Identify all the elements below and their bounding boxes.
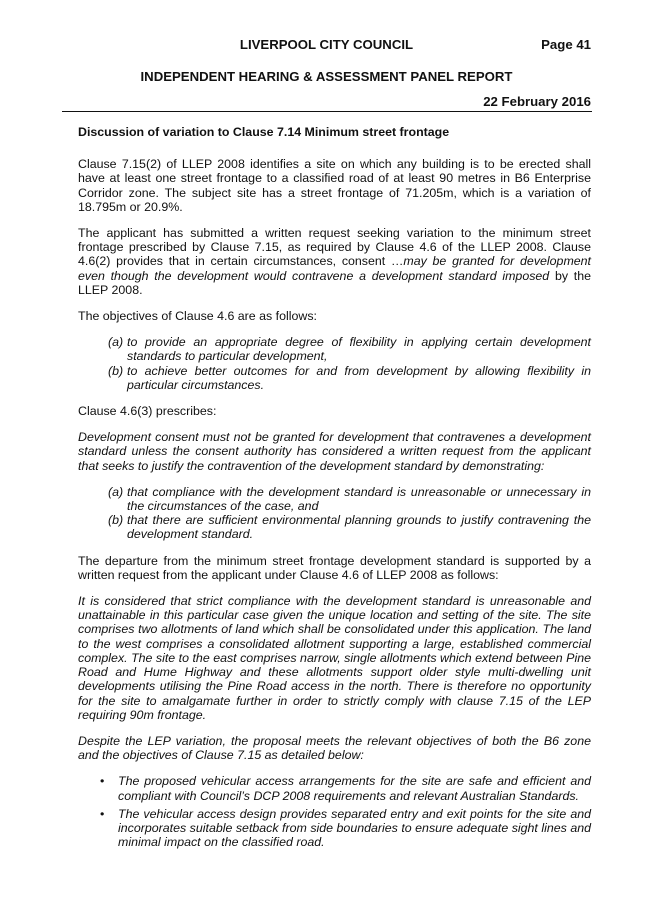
paragraph-prescribes: Clause 4.6(3) prescribes: (78, 404, 217, 419)
list-item-text: that compliance with the development standard is unreasonable or unnecessary in the circumstances of the case, and (127, 484, 591, 514)
bullet-marker: • (100, 806, 105, 821)
paragraph-objectives-intro: The objectives of Clause 4.6 are as follows: (78, 309, 317, 324)
applicant-statement: It is considered that strict compliance with the development standard is unreasonable and unattainable in this particular case given the unique location and setting of the site. The site comprises two allotments of land which shall be consolidated under this application. The land to the west comprises a consolidated allotment supporting a large, established commercial complex. The site to the east comprises narrow, single allotments which extend between Pine Road and Hume Highway and these allotments support older style multi-dwelling unit developments utilising the Pine Road access in the north. There is therefore no opportunity for the site to amalgamate further in order to strictly comply with clause 7.15 of the LEP requiring 90m frontage. (78, 594, 591, 722)
list-item (108, 364, 591, 392)
bullet-text: The proposed vehicular access arrangements for the site are safe and efficient and compliant with Council’s DCP 2008 requirements and relevant Australian Standards. (118, 774, 591, 803)
paragraph-despite-variation: Despite the LEP variation, the proposal meets the relevant objectives of both the B6 zone and the objectives of Clause 7.15 as detailed below: (78, 733, 591, 763)
paragraph-italic-quote: may be granted for development even though the development would contravene a development standard imposed (78, 254, 591, 283)
objectives-list (108, 335, 591, 392)
list-item-text: to provide an appropriate degree of flexibility in applying certain development standards to particular development, (127, 335, 591, 364)
paragraph-written-request (78, 226, 591, 297)
bullet-text: The vehicular access design provides separated entry and exit points for the site and incorporates suitable setback from side boundaries to ensure adequate sight lines and minimal impact on the classified road. (118, 806, 591, 850)
bullet-marker: • (100, 774, 105, 789)
report-date: 22 February 2016 (483, 94, 591, 109)
bullet-item (100, 774, 591, 802)
paragraph-text: The applicant has submitted a written request seeking variation to the minimum street frontage prescribed by Clause 7.15, as required by Clause 4.6 of the LLEP 2008. Clause 4.6(2) provides that in certain circumstances, consent … (78, 226, 591, 269)
list-marker: (b) (108, 513, 124, 528)
paragraph-text-end: by the LLEP 2008. (78, 268, 591, 297)
list-item-text: to achieve better outcomes for and from development by allowing flexibility in particular circumstances. (127, 363, 591, 392)
list-item-text: that there are sufficient environmental planning grounds to justify contravening the development standard. (127, 513, 591, 542)
document-body (78, 125, 591, 853)
list-marker: (a) (108, 335, 124, 350)
list-marker: (a) (108, 484, 124, 499)
council-name: LIVERPOOL CITY COUNCIL (239, 37, 414, 52)
paragraph-departure: The departure from the minimum street frontage development standard is supported by a written request from the applicant under Clause 4.6 of LLEP 2008 as follows: (78, 553, 591, 582)
bullet-item (100, 807, 591, 850)
paragraph-clause-7-15: Clause 7.15(2) of LLEP 2008 identifies a site on which any building is to be erected shall have at least one street frontage to a classified road of at least 90 metres in B6 Enterprise Corridor zone. The subject site has a street frontage of 71.205m, which is a variation of 18.795m or 20.9%. (78, 157, 591, 214)
header-divider (62, 111, 592, 112)
list-item (108, 485, 591, 513)
list-item (108, 335, 591, 363)
quoted-paragraph: Development consent must not be granted for development that contravenes a development standard unless the consent authority has considered a written request from the applicant that seeks to justify the contravention of the development standard by demonstrating: (78, 430, 591, 473)
bullet-list (100, 774, 591, 849)
list-item (108, 513, 591, 541)
page-number: Page 41 (541, 37, 591, 52)
section-heading: Discussion of variation to Clause 7.14 Minimum street frontage (78, 125, 450, 139)
list-marker: (b) (108, 363, 124, 378)
report-title: INDEPENDENT HEARING & ASSESSMENT PANEL REPORT (140, 69, 513, 84)
conditions-list (108, 485, 591, 542)
